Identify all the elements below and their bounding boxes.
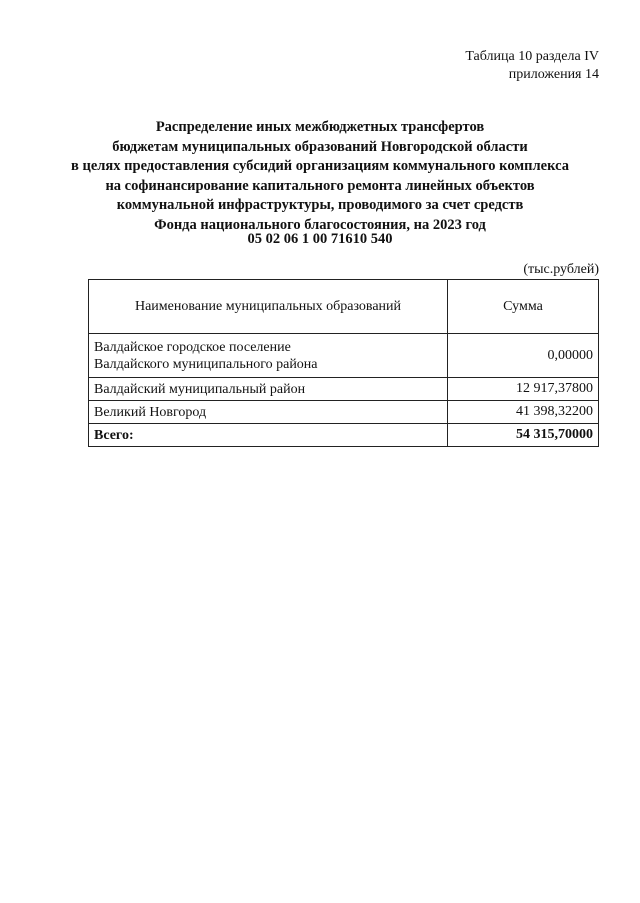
title-line-3: в целях предоставления субсидий организациям коммунального комплекса (71, 158, 569, 174)
title-line-6: Фонда национального благосостояния, на 2023 год (154, 216, 486, 233)
municipality-name-line2: Валдайского муниципального района (94, 356, 318, 372)
document-title (40, 118, 600, 235)
sum-cell: 0,00000 (448, 334, 599, 378)
table-header-row (89, 280, 599, 334)
appendix-reference (465, 48, 599, 84)
municipality-name-cell (89, 334, 448, 378)
header-sum: Сумма (448, 280, 599, 334)
total-sum-cell: 54 315,70000 (448, 424, 599, 447)
total-label-cell: Всего: (89, 424, 448, 447)
title-line-4: на софинансирование капитального ремонта линейных объектов (105, 177, 535, 194)
table-row (89, 401, 599, 424)
title-line-1: Распределение иных межбюджетных трансфертов (155, 119, 485, 135)
municipality-name-cell: Валдайский муниципальный район (89, 378, 448, 401)
sum-cell: 12 917,37800 (448, 378, 599, 401)
units-label: (тыс.рублей) (523, 262, 599, 277)
title-line-5: коммунальной инфраструктуры, проводимого за счет средств (116, 197, 524, 213)
municipality-name-cell: Великий Новгород (89, 401, 448, 424)
appendix-reference-line1: Таблица 10 раздела IV (465, 49, 599, 64)
table-row (89, 378, 599, 401)
budget-classification-code: 05 02 06 1 00 71610 540 (247, 231, 393, 247)
municipality-name-line1: Валдайское городское поселение (94, 339, 291, 355)
appendix-reference-line2: приложения 14 (508, 67, 599, 82)
table-total-row (89, 424, 599, 447)
title-line-2: бюджетам муниципальных образований Новгородской области (112, 138, 528, 155)
table-row (89, 334, 599, 378)
header-municipality-name: Наименование муниципальных образований (89, 280, 448, 334)
sum-cell: 41 398,32200 (448, 401, 599, 424)
distribution-table (88, 279, 599, 447)
